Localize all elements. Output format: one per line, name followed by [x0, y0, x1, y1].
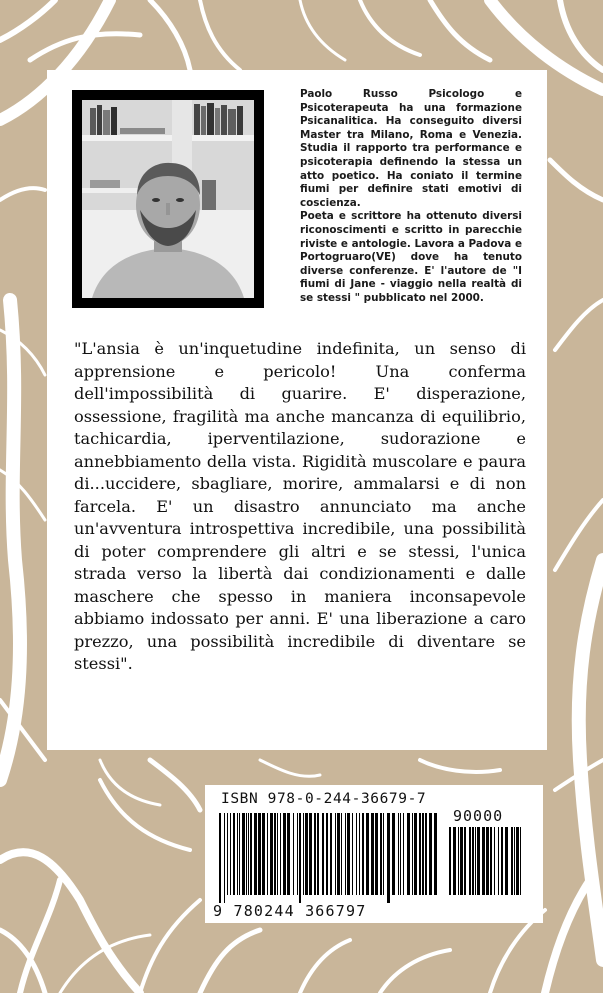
barcode-bar [277, 813, 278, 895]
barcode-bar [482, 827, 485, 895]
barcode-bar [347, 813, 350, 895]
barcode-bar [303, 813, 304, 895]
barcode-bar [453, 827, 456, 895]
barcode-bar [412, 813, 413, 895]
barcode-bar [283, 813, 286, 895]
barcode-bar [299, 813, 301, 903]
barcode-bar [477, 827, 480, 895]
barcode-bar [505, 827, 508, 895]
barcode-bar [287, 813, 290, 895]
barcode-bar [498, 827, 499, 895]
barcode-bar [297, 813, 298, 895]
bio-paragraph-2: Poeta e scrittore ha ottenuto diversi riconoscimenti e scritto in parecchie riviste e antologie. Lavora a Padova e Portogruaro(VE) dove ha tenuto diverse conferenze. E' l'autore de "I fiumi di Jane - viaggio nella realtà di se stessi " pubblicato nel 2000. [300, 210, 522, 304]
barcode-bar [270, 813, 273, 895]
barcode-bar [337, 813, 340, 895]
barcode-bar [248, 813, 249, 895]
bio-paragraph-1: Paolo Russo Psicologo e Psicoterapeuta ha una formazione Psicanalitica. Ha conseguito diversi Master tra Milano, Roma e Venezia. Studia il rapporto tra performance e psicoterapia definendo la stessa un atto poetico. Ha coniato il termine fiumi per definire stati emotivi di coscienza. [300, 88, 522, 209]
barcode-bar [314, 813, 316, 895]
back-cover-panel [47, 70, 547, 750]
barcode-bar [449, 827, 451, 895]
barcode-bar [511, 827, 513, 895]
ean-digits: 9 780244 366797 [213, 902, 367, 920]
barcode-bar [501, 827, 503, 895]
barcode-bar [407, 813, 410, 895]
barcode-box [205, 785, 543, 923]
barcode-bar [345, 813, 346, 895]
barcode-bar [219, 813, 221, 903]
barcode-bar [322, 813, 324, 895]
barcode-bar [398, 813, 399, 895]
barcode-bar [224, 813, 225, 903]
barcode-bar [422, 813, 424, 895]
barcode-bar [494, 827, 495, 895]
book-quote: "L'ansia è un'inquetudine indefinita, un senso di apprensione e pericolo! Una conferma dell'impossibilità di guarire. E' disperazione, ossessione, fragilità ma anche mancanza di equilibrio, tachicardia, iperventilazione, sudorazione e annebbiamento della vista. Rigidità muscolare e paura di...uccidere, sbagliare, morire, ammalarsi e di non farcela. E' un disastro annunciato ma anche un'avventura introspettiva incredibile, una possibilità di poter comprendere gli altri e se stessi, l'unica strada verso la libertà dai condizionamenti e dalle maschere che spesso in maniera inconsapevole abbiamo indossato per anni. E' una liberazione a caro prezzo, una possibilità incredibile di diventare se stessi". [74, 339, 526, 673]
barcode-bar [414, 813, 417, 895]
barcode-bar [425, 813, 427, 895]
author-bio [300, 88, 522, 306]
barcode-bar [486, 827, 489, 895]
barcode-bar [419, 813, 421, 895]
barcode-bar [362, 813, 364, 895]
barcode-bar [233, 813, 235, 895]
barcode-bar [274, 813, 276, 895]
barcode-bar [520, 827, 521, 895]
barcode-bar [400, 813, 401, 895]
barcode-bar [429, 813, 432, 895]
barcode-bar [516, 827, 519, 895]
barcode-bar [305, 813, 308, 895]
price-code: 90000 [453, 807, 504, 825]
barcode-bar [335, 813, 336, 895]
barcode-bar [458, 827, 459, 895]
barcode-bar [262, 813, 265, 895]
barcode-bar [227, 813, 228, 895]
barcode-bar [317, 813, 319, 895]
barcode-bar [280, 813, 281, 895]
addon-barcode-bars [449, 827, 529, 903]
barcode-bar [258, 813, 261, 895]
barcode-bar [359, 813, 360, 895]
barcode-bar [293, 813, 294, 895]
barcode-bar [309, 813, 312, 895]
barcode-bar [330, 813, 332, 895]
isbn-label: ISBN 978-0-244-36679-7 [221, 791, 427, 807]
barcode-bar [326, 813, 328, 895]
barcode-bars [219, 813, 439, 903]
barcode-bar [475, 827, 476, 895]
barcode-bar [392, 813, 395, 895]
barcode-bar [352, 813, 353, 895]
barcode-bar [403, 813, 404, 895]
barcode-bar [239, 813, 240, 895]
barcode-bar [230, 813, 231, 895]
barcode-bar [514, 827, 515, 895]
barcode-bar [341, 813, 342, 895]
barcode-bar [242, 813, 245, 895]
barcode-bar [469, 827, 471, 895]
barcode-bar [375, 813, 378, 895]
barcode-bar [464, 827, 466, 895]
barcode-bar [380, 813, 382, 895]
barcode-bar [472, 827, 474, 895]
barcode-bar [383, 813, 384, 895]
barcode-bar [366, 813, 369, 895]
barcode-bar [246, 813, 247, 895]
barcode-bar [356, 813, 357, 895]
barcode-bar [267, 813, 268, 895]
author-photo [82, 100, 254, 298]
barcode-bar [460, 827, 463, 895]
barcode-bar [237, 813, 238, 895]
barcode-bar [434, 813, 437, 895]
barcode-bar [254, 813, 257, 895]
barcode-bar [250, 813, 252, 895]
barcode-bar [371, 813, 374, 895]
barcode-bar [490, 827, 492, 895]
author-photo-frame [72, 90, 264, 308]
barcode-bar [387, 813, 390, 903]
